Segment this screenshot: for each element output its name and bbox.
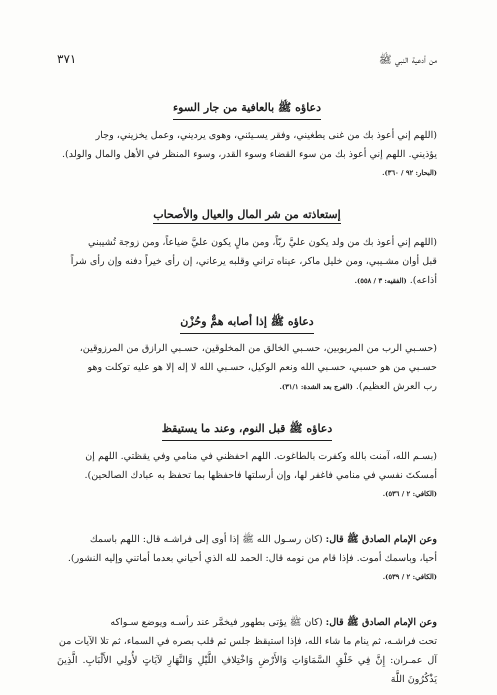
section-heading-3: دعاؤه ﷺ إذا أصابه همٌّ وحُزْن bbox=[57, 315, 437, 334]
text-line: أمسكتَ نفسي في منامي فاغفر لها، وإن أرسلتها فاحفظها بما تحفظ به عبادك الصالحين). bbox=[84, 470, 437, 481]
text-line: (اللهم إني أعوذ بك من غنى يطغيني، وفقر يسـيئني، وهوى يرديني، وعمل يخزيني، وجار bbox=[95, 130, 437, 141]
source-citation: (الفقيه: ٣ / ٥٥٨). bbox=[354, 277, 407, 285]
section-heading-4: دعاؤه ﷺ قبل النوم، وعند ما يستيقظ bbox=[57, 422, 437, 441]
section-text-4 bbox=[57, 447, 437, 504]
text-line: حسـبي من هو حسبي، حسـبي الله ونعم الوكيل، حسـبي الله لا إله إلا هو عليه توكلت وهو bbox=[87, 362, 437, 373]
narration-1 bbox=[57, 530, 437, 587]
section-heading-1: دعاؤه ﷺ بالعافية من جار السوء bbox=[57, 101, 437, 120]
running-title: من أدعية النبي ﷺ bbox=[378, 54, 437, 66]
narration-2 bbox=[57, 613, 437, 689]
section-heading-2: إستعاذته من شر المال والعيال والأصحاب bbox=[57, 208, 437, 224]
text-line: وعن الإمام الصادق ﷺ قال: (كان ﷺ يؤتى بطهور فيخمَّر عند رأسـه ويوضع سـواكه bbox=[110, 617, 437, 628]
text-line: قبل أوان مشـيبي، ومن خليل ماكر، عيناه تراني وقلبه يرعاني، إن رأى خيراً دفنه وإن رأى شراً bbox=[70, 256, 437, 267]
text-line: (حسـبي الرب من المربوبين، حسـبي الخالق من المخلوقين، حسـبي الرازق من المرزوقين، bbox=[79, 343, 437, 354]
text-line: تحت فراشـه، ثم ينام ما شاء الله، فإذا استيقظ جلس ثم قلب بصره في السماء، ثم تلا الآيات من bbox=[58, 636, 437, 647]
narration-lead: وعن الإمام الصادق ﷺ قال: bbox=[325, 534, 437, 545]
text-line: أذاعه). (الفقيه: ٣ / ٥٥٨). bbox=[354, 275, 437, 286]
source-citation: (البحار: ٩٢ / ٣٦٠). bbox=[382, 169, 437, 177]
text-line: آل عمـران: إِنَّ فِي خَلْقِ السَّمَاوَاتِ وَالأَرْضِ وَاخْتِلافِ اللَّيْلِ وَالنَّهَارِ لآيَاتٍ لأُولِي الأَلْبَابِ. الَّذِينَ يَذْكُرُونَ اللَّهَ bbox=[57, 655, 437, 685]
source-citation: (الكافي: ٢ / ٥٣٩). bbox=[382, 573, 437, 581]
text-line: يؤذيني. اللهم إني أعوذ بك من سوء القضاء وسوء القدر، وسوء المنظر في الأهل والمال والولد). bbox=[62, 149, 437, 160]
source-citation: (الفرج بعد الشدة: ٣١/١). bbox=[279, 383, 353, 391]
text-line: (اللهم إني أعوذ بك من ولد يكون عليَّ ربّاً، ومن مالٍ يكون عليَّ ضياعاً، ومن زوجة تُشيبني bbox=[87, 237, 437, 248]
text-line: رب العرش العظيم). (الفرج بعد الشدة: ٣١/١). bbox=[279, 381, 437, 392]
section-text-1 bbox=[57, 126, 437, 183]
text-line: أحيا، وباسمك أموت. فإذا قام من نومه قال: الحمد لله الذي أحياني بعدما أماتني وإليه النشور). bbox=[67, 553, 437, 564]
text-line: وعن الإمام الصادق ﷺ قال: (كان رسـول الله ﷺ إذا أوى إلى فراشـه قال: اللهم باسمك bbox=[89, 534, 437, 545]
section-text-2 bbox=[57, 233, 437, 291]
page-number: ٣٧١ bbox=[57, 52, 77, 66]
section-text-3 bbox=[57, 339, 437, 397]
narration-lead: وعن الإمام الصادق ﷺ قال: bbox=[325, 617, 437, 628]
running-header bbox=[57, 52, 437, 72]
source-citation: (الكافي: ٢ / ٥٣٦). bbox=[382, 490, 437, 498]
text-line: (بسـم الله، آمنت بالله وكفرت بالطاغوت. اللهم احفظني في منامي وفي يقظتي. اللهم إن bbox=[85, 451, 437, 462]
